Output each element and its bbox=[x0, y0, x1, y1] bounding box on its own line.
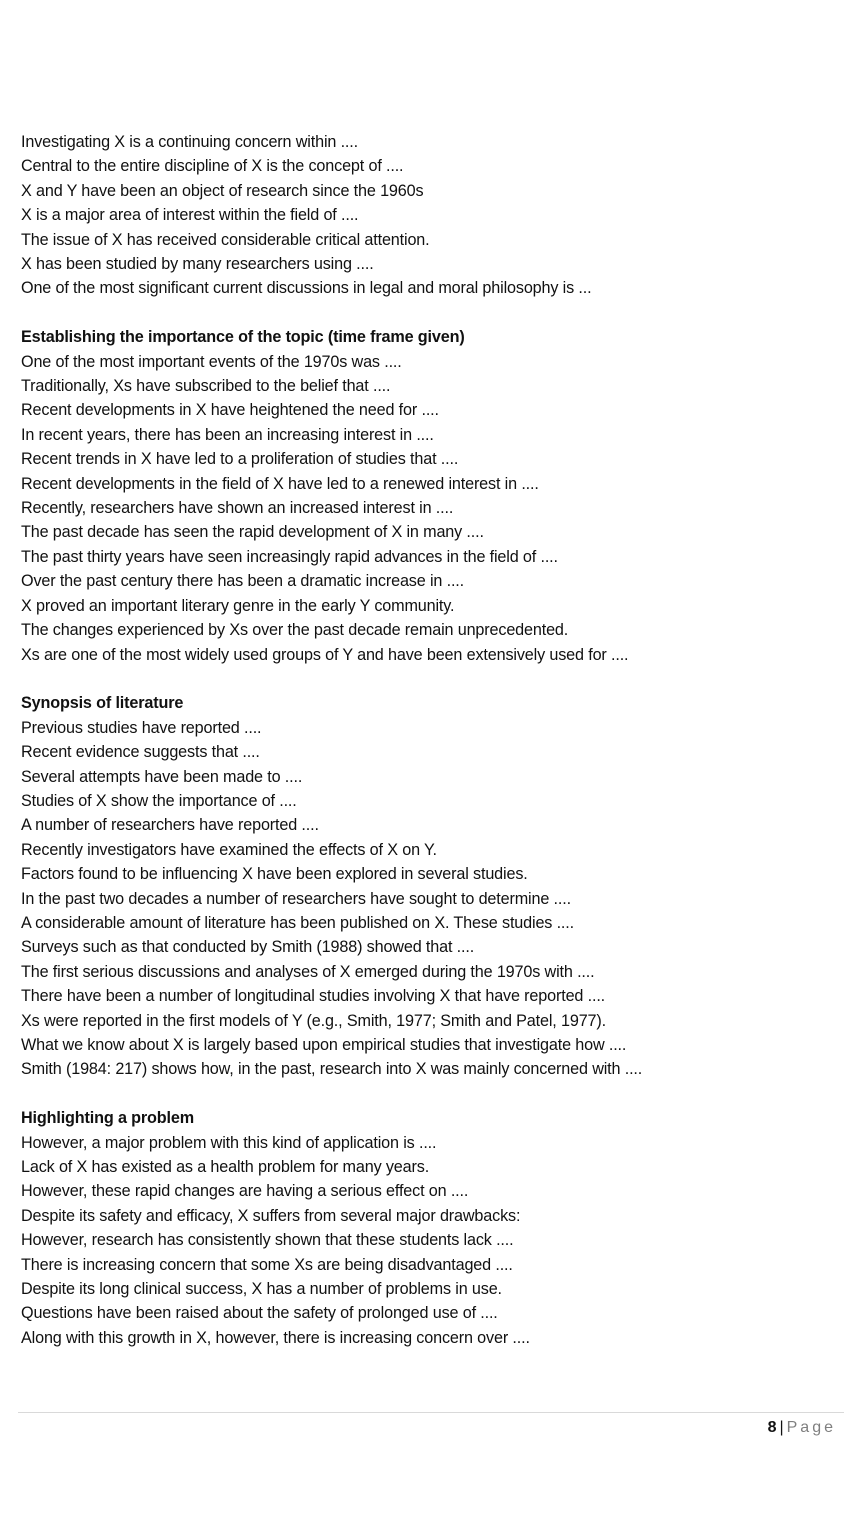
text-line: Recent evidence suggests that .... bbox=[21, 743, 260, 762]
text-line: Recent developments in X have heightened the need for .... bbox=[21, 401, 439, 420]
text-line: However, research has consistently shown that these students lack .... bbox=[21, 1231, 514, 1250]
text-line: Investigating X is a continuing concern within .... bbox=[21, 133, 358, 151]
text-line: There is increasing concern that some Xs are being disadvantaged .... bbox=[21, 1255, 513, 1274]
text-line: X proved an important literary genre in the early Y community. bbox=[21, 596, 455, 615]
text-line: Despite its long clinical success, X has a number of problems in use. bbox=[21, 1280, 502, 1299]
text-line: Studies of X show the importance of .... bbox=[21, 791, 297, 810]
text-line: Recently investigators have examined the effects of X on Y. bbox=[21, 840, 437, 859]
text-line: Lack of X has existed as a health problem for many years. bbox=[21, 1158, 430, 1177]
section-3 bbox=[21, 1106, 841, 1350]
text-line: The first serious discussions and analyses of X emerged during the 1970s with .... bbox=[21, 962, 595, 981]
text-line: However, a major problem with this kind of application is .... bbox=[21, 1133, 437, 1152]
section-0 bbox=[21, 130, 841, 301]
text-line: Recent developments in the field of X have led to a renewed interest in .... bbox=[21, 474, 539, 493]
text-line: A considerable amount of literature has been published on X. These studies .... bbox=[21, 913, 574, 932]
text-line: Surveys such as that conducted by Smith (1988) showed that .... bbox=[21, 938, 475, 957]
text-line: Traditionally, Xs have subscribed to the belief that .... bbox=[21, 377, 391, 396]
section-1 bbox=[21, 325, 841, 667]
text-line: One of the most important events of the 1970s was .... bbox=[21, 352, 402, 371]
text-line: The past decade has seen the rapid development of X in many .... bbox=[21, 523, 484, 542]
section-heading: Synopsis of literature bbox=[21, 694, 184, 713]
page-label: Page bbox=[786, 1419, 836, 1436]
text-line: In the past two decades a number of researchers have sought to determine .... bbox=[21, 889, 571, 908]
text-line: Questions have been raised about the safety of prolonged use of .... bbox=[21, 1304, 498, 1323]
text-line: In recent years, there has been an increasing interest in .... bbox=[21, 425, 434, 444]
text-line: Xs are one of the most widely used groups of Y and have been extensively used for .... bbox=[21, 645, 629, 664]
text-line: Several attempts have been made to .... bbox=[21, 767, 303, 786]
section-heading: Highlighting a problem bbox=[21, 1109, 194, 1128]
text-line: Despite its safety and efficacy, X suffers from several major drawbacks: bbox=[21, 1206, 521, 1225]
text-line: X is a major area of interest within the field of .... bbox=[21, 206, 359, 225]
text-line: The changes experienced by Xs over the past decade remain unprecedented. bbox=[21, 621, 569, 640]
text-line: Xs were reported in the first models of Y (e.g., Smith, 1977; Smith and Patel, 1977). bbox=[21, 1011, 607, 1030]
section-heading: Establishing the importance of the topic (time frame given) bbox=[21, 328, 465, 347]
footer-divider bbox=[18, 1412, 844, 1413]
section-2 bbox=[21, 691, 841, 1082]
text-line: Recent trends in X have led to a proliferation of studies that .... bbox=[21, 450, 459, 469]
text-line: Smith (1984: 217) shows how, in the past, research into X was mainly concerned with .... bbox=[21, 1060, 643, 1079]
page-footer bbox=[768, 1417, 836, 1439]
text-line: Previous studies have reported .... bbox=[21, 718, 262, 737]
text-line: X and Y have been an object of research since the 1960s bbox=[21, 181, 424, 200]
text-line: A number of researchers have reported .... bbox=[21, 816, 319, 835]
text-line: Along with this growth in X, however, there is increasing concern over .... bbox=[21, 1328, 530, 1347]
text-line: There have been a number of longitudinal studies involving X that have reported .... bbox=[21, 987, 606, 1006]
text-line: The past thirty years have seen increasingly rapid advances in the field of .... bbox=[21, 547, 558, 566]
text-line: Central to the entire discipline of X is the concept of .... bbox=[21, 157, 404, 176]
text-line: However, these rapid changes are having a serious effect on .... bbox=[21, 1182, 469, 1201]
text-line: Factors found to be influencing X have been explored in several studies. bbox=[21, 865, 528, 884]
text-line: What we know about X is largely based upon empirical studies that investigate how .... bbox=[21, 1036, 627, 1054]
document-body bbox=[21, 130, 841, 1350]
text-line: Recently, researchers have shown an increased interest in .... bbox=[21, 499, 454, 518]
text-line: X has been studied by many researchers using .... bbox=[21, 255, 374, 274]
page-number: 8 bbox=[767, 1419, 777, 1436]
text-line: The issue of X has received considerable critical attention. bbox=[21, 230, 430, 249]
text-line: One of the most significant current discussions in legal and moral philosophy is ... bbox=[21, 279, 592, 298]
text-line: Over the past century there has been a dramatic increase in .... bbox=[21, 572, 464, 591]
page-separator: | bbox=[779, 1419, 784, 1436]
